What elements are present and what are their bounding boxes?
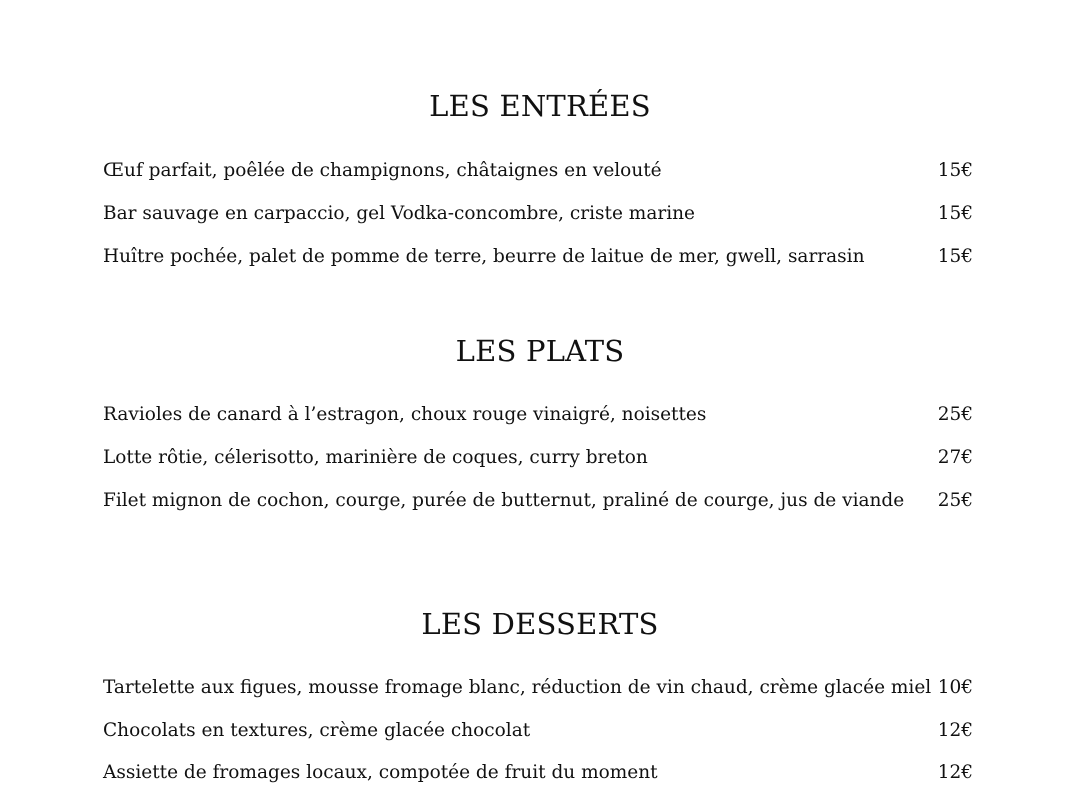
dish-price: 25€ (937, 490, 973, 511)
dish-name: Bar sauvage en carpaccio, gel Vodka-concombre, criste marine (103, 203, 695, 224)
menu-item (103, 201, 973, 227)
dish-price: 10€ (937, 677, 973, 698)
dish-price: 12€ (937, 762, 973, 783)
section-title-entrees: LES ENTRÉES (429, 89, 651, 123)
dish-name: Tartelette aux figues, mousse fromage blanc, réduction de vin chaud, crème glacée miel (103, 677, 932, 698)
dish-price: 15€ (937, 203, 973, 224)
dish-price: 15€ (937, 160, 973, 181)
dish-name: Huître pochée, palet de pomme de terre, beurre de laitue de mer, gwell, sarrasin (103, 246, 865, 267)
menu-item (103, 244, 973, 270)
dish-price: 12€ (937, 720, 973, 741)
dish-name: Chocolats en textures, crème glacée chocolat (103, 720, 531, 741)
menu-item (103, 445, 973, 471)
section-title-desserts: LES DESSERTS (421, 607, 659, 641)
section-title-plats: LES PLATS (455, 334, 625, 368)
dish-name: Lotte rôtie, célerisotto, marinière de coques, curry breton (103, 447, 648, 468)
menu-item (103, 158, 973, 184)
menu-item (103, 718, 973, 744)
menu-item (103, 675, 973, 701)
menu-item (103, 402, 973, 428)
dish-name: Ravioles de canard à l’estragon, choux rouge vinaigré, noisettes (103, 404, 707, 425)
dish-price: 25€ (937, 404, 973, 425)
menu-item (103, 760, 973, 786)
dish-name: Assiette de fromages locaux, compotée de fruit du moment (103, 762, 658, 783)
dish-price: 15€ (937, 246, 973, 267)
dish-name: Filet mignon de cochon, courge, purée de butternut, praliné de courge, jus de viande (103, 490, 905, 511)
menu-item (103, 488, 973, 514)
dish-price: 27€ (937, 447, 973, 468)
dish-name: Œuf parfait, poêlée de champignons, châtaignes en velouté (103, 160, 662, 181)
